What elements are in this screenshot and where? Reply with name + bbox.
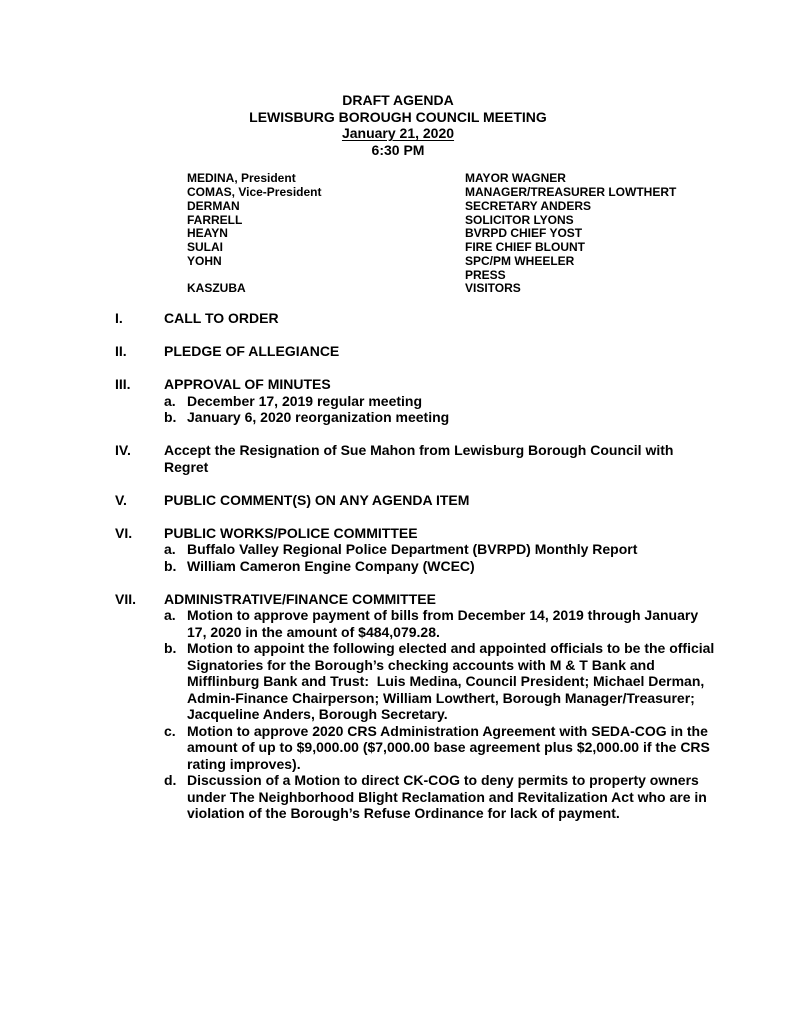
agenda-item-title: CALL TO ORDER [164, 310, 279, 327]
agenda-item [115, 376, 796, 426]
roster-entry: SOLICITOR LYONS [465, 212, 574, 227]
agenda-item-numeral: III. [115, 376, 131, 393]
meeting-time: 6:30 PM [371, 141, 425, 158]
roster-entry: HEAYN [187, 226, 228, 241]
agenda-sub-item [164, 541, 710, 558]
agenda-item [115, 442, 796, 475]
roster-entry: MEDINA, President [187, 171, 296, 186]
agenda-sub-item [164, 640, 719, 723]
agenda-item-numeral: IV. [115, 442, 131, 459]
agenda-item-content [164, 492, 710, 509]
roster-entry [187, 269, 465, 283]
agenda-sub-item [164, 409, 710, 426]
agenda-sub-item-letter: c. [164, 722, 176, 739]
agenda-sub-item-text: Motion to appoint the following elected and appointed officials to be the official Signatories for the Borough’s checking accounts with M & T Bank and Mifflinburg Bank and Trust: Luis Medina, Council President; Michael Derman, Admin-Finance Chairperson; William Lowthert, Borough Manager/Treasurer; Jacqueline Anders, Borough Secretary. [187, 640, 719, 723]
agenda-item-title: PLEDGE OF ALLEGIANCE [164, 343, 340, 360]
agenda-item-content [164, 376, 710, 426]
agenda-item-title: Accept the Resignation of Sue Mahon from Lewisburg Borough Council with Regret [164, 442, 678, 475]
agenda-sub-item-letter: d. [164, 772, 177, 789]
meeting-name: LEWISBURG BOROUGH COUNCIL MEETING [249, 108, 547, 125]
agenda-sub-item-text: Discussion of a Motion to direct CK-COG to deny permits to property owners under The Neighborhood Blight Reclamation and Revitalization Act who are in violation of the Borough’s Refuse Ordinance for lack of payment. [187, 772, 711, 822]
agenda-sub-item-letter: a. [164, 541, 176, 558]
agenda-item-title: APPROVAL OF MINUTES [164, 376, 331, 393]
roster-entry: PRESS [465, 267, 506, 282]
roster-entry: KASZUBA [187, 281, 246, 296]
agenda-item [115, 310, 796, 327]
agenda-sub-item-letter: b. [164, 557, 177, 574]
document-header [0, 0, 796, 158]
meeting-title: DRAFT AGENDA [342, 92, 454, 108]
agenda-sub-item [164, 722, 714, 773]
roster-entry: VISITORS [465, 281, 521, 296]
agenda-sub-item [164, 558, 710, 575]
agenda-item-numeral: II. [115, 343, 127, 360]
agenda-sub-item-text: Buffalo Valley Regional Police Department (BVRPD) Monthly Report [187, 541, 638, 558]
agenda-sub-item [164, 607, 710, 640]
agenda-item-numeral: VII. [115, 590, 137, 607]
agenda-item-content [164, 590, 719, 822]
agenda-item [115, 492, 796, 509]
agenda-sub-item-text: Motion to approve payment of bills from December 14, 2019 through January 17, 2020 in the amount of $484,079.28. [187, 607, 702, 640]
agenda-item-content [164, 525, 710, 575]
roster-entry: COMAS, Vice-President [187, 185, 322, 200]
agenda-item-content [164, 343, 710, 360]
agenda-sub-item-letter: b. [164, 409, 177, 426]
attendee-roster [187, 172, 796, 296]
roster-council-column [187, 172, 465, 296]
roster-entry: FARRELL [187, 212, 243, 227]
agenda-sub-item-letter: b. [164, 640, 177, 657]
roster-entry: MAYOR WAGNER [465, 171, 566, 186]
roster-entry: FIRE CHIEF BLOUNT [465, 240, 585, 255]
agenda-item [115, 343, 796, 360]
meeting-date: January 21, 2020 [341, 125, 455, 142]
agenda-list [0, 310, 796, 822]
agenda-sub-item [164, 393, 710, 410]
agenda-sub-item-text: William Cameron Engine Company (WCEC) [187, 557, 475, 574]
agenda-sub-item [164, 772, 710, 822]
roster-entry: SULAI [187, 240, 223, 255]
agenda-item-numeral: V. [115, 491, 127, 508]
roster-entry: SECRETARY ANDERS [465, 198, 592, 213]
roster-entry: DERMAN [187, 198, 240, 213]
agenda-sub-item-letter: a. [164, 392, 176, 409]
agenda-item-title: ADMINISTRATIVE/FINANCE COMMITTEE [164, 590, 436, 607]
agenda-item-content [164, 310, 710, 327]
agenda-item-numeral: I. [115, 310, 123, 327]
agenda-item-content [164, 442, 710, 475]
roster-entry: YOHN [187, 253, 222, 268]
roster-entry: BVRPD CHIEF YOST [465, 226, 583, 241]
agenda-sub-item-text: December 17, 2019 regular meeting [187, 392, 423, 409]
agenda-item-title: PUBLIC WORKS/POLICE COMMITTEE [164, 524, 418, 541]
agenda-sub-item-letter: a. [164, 607, 176, 624]
agenda-sub-item-text: January 6, 2020 reorganization meeting [187, 409, 450, 426]
agenda-sub-item-text: Motion to approve 2020 CRS Administration Agreement with SEDA-COG in the amount of up to $9,000.00 ($7,000.00 base agreement plus $2,000.00 if the CRS rating improves). [187, 722, 714, 772]
agenda-item-numeral: VI. [115, 524, 133, 541]
roster-entry: MANAGER/TREASURER LOWTHERT [465, 185, 677, 200]
roster-officials-column [465, 172, 796, 296]
roster-entry: SPC/PM WHEELER [465, 253, 575, 268]
agenda-item [115, 591, 796, 822]
agenda-item-title: PUBLIC COMMENT(S) ON ANY AGENDA ITEM [164, 491, 470, 508]
agenda-item [115, 525, 796, 575]
